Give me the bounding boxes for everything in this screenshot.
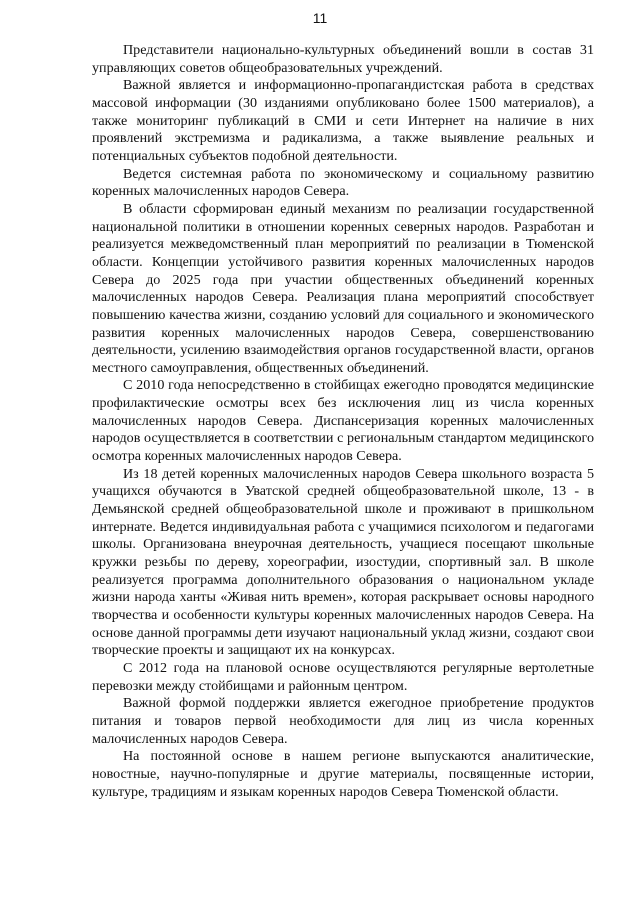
paragraph-food-support: Важной формой поддержки является ежегодное приобретение продуктов питания и товаров первой необходимости для лиц из числа коренных малочисленных народов Севера.	[92, 695, 594, 747]
paragraph-media-work: Важной является и информационно-пропагандистская работа в средствах массовой информации (30 изданиями опубликовано более 1500 материалов), а также мониторинг публикаций в СМИ и сети Интернет на наличие в них проявлений экстремизма и радикализма, а также выявление реальных и потенциальных субъектов подобной деятельности.	[92, 77, 594, 164]
paragraph-economic-development: Ведется системная работа по экономическому и социальному развитию коренных малочисленных народов Севера.	[92, 165, 594, 200]
paragraph-council-members: Представители национально-культурных объединений вошли в состав 31 управляющих советов общеобразовательных учреждений.	[92, 42, 594, 76]
paragraph-publications: На постоянной основе в нашем регионе выпускаются аналитические, новостные, научно-популярные и другие материалы, посвященные истории, культуре, традициям и языкам коренных народов Севера Тюменской области.	[92, 748, 594, 800]
paragraph-state-policy: В области сформирован единый механизм по реализации государственной национальной политики в отношении коренных северных народов. Разработан и реализуется межведомственный план мероприятий по реализации в Тюменской области. Концепции устойчивого развития коренных малочисленных народов Севера до 2025 года при участии общественных объединений коренных малочисленных народов Севера. Реализация плана мероприятий способствует повышению качества жизни, созданию условий для социального и экономического развития коренных малочисленных народов Севера, совершенствованию деятельности, усилению взаимодействия органов государственной власти, органов местного самоуправления, общественных объединений.	[92, 200, 594, 376]
paragraph-medical-checkups: С 2010 года непосредственно в стойбищах ежегодно проводятся медицинские профилактические осмотры всех без исключения лиц из числа коренных малочисленных народов Севера. Диспансеризация коренных малочисленных народов осуществляется в соответствии с региональным стандартом медицинского осмотра коренных малочисленных народов Севера.	[92, 377, 594, 465]
paragraph-helicopter-transport: С 2012 года на плановой основе осуществляются регулярные вертолетные перевозки между стойбищами и районным центром.	[92, 659, 594, 694]
document-body	[92, 42, 594, 801]
page-number: 11	[312, 10, 328, 26]
paragraph-school-education: Из 18 детей коренных малочисленных народов Севера школьного возраста 5 учащихся обучаются в Уватской средней общеобразовательной школе, 13 - в Демьянской средней общеобразовательной школе и проживают в пришкольном интернате. Ведется индивидуальная работа с учащимися психологом и педагогами школы. Организована внеурочная деятельность, учащиеся посещают школьные кружки резьбы по дереву, хореографии, изостудии, спортивный зал. В школе реализуется программа дополнительного образования о национальном укладе жизни народа ханты «Живая нить времен», которая раскрывает основы народного творчества и особенности культуры коренных малочисленных народов Севера. На основе данной программы дети изучают национальный уклад жизни, создают свои творческие проекты и защищают их на конкурсах.	[92, 465, 594, 659]
